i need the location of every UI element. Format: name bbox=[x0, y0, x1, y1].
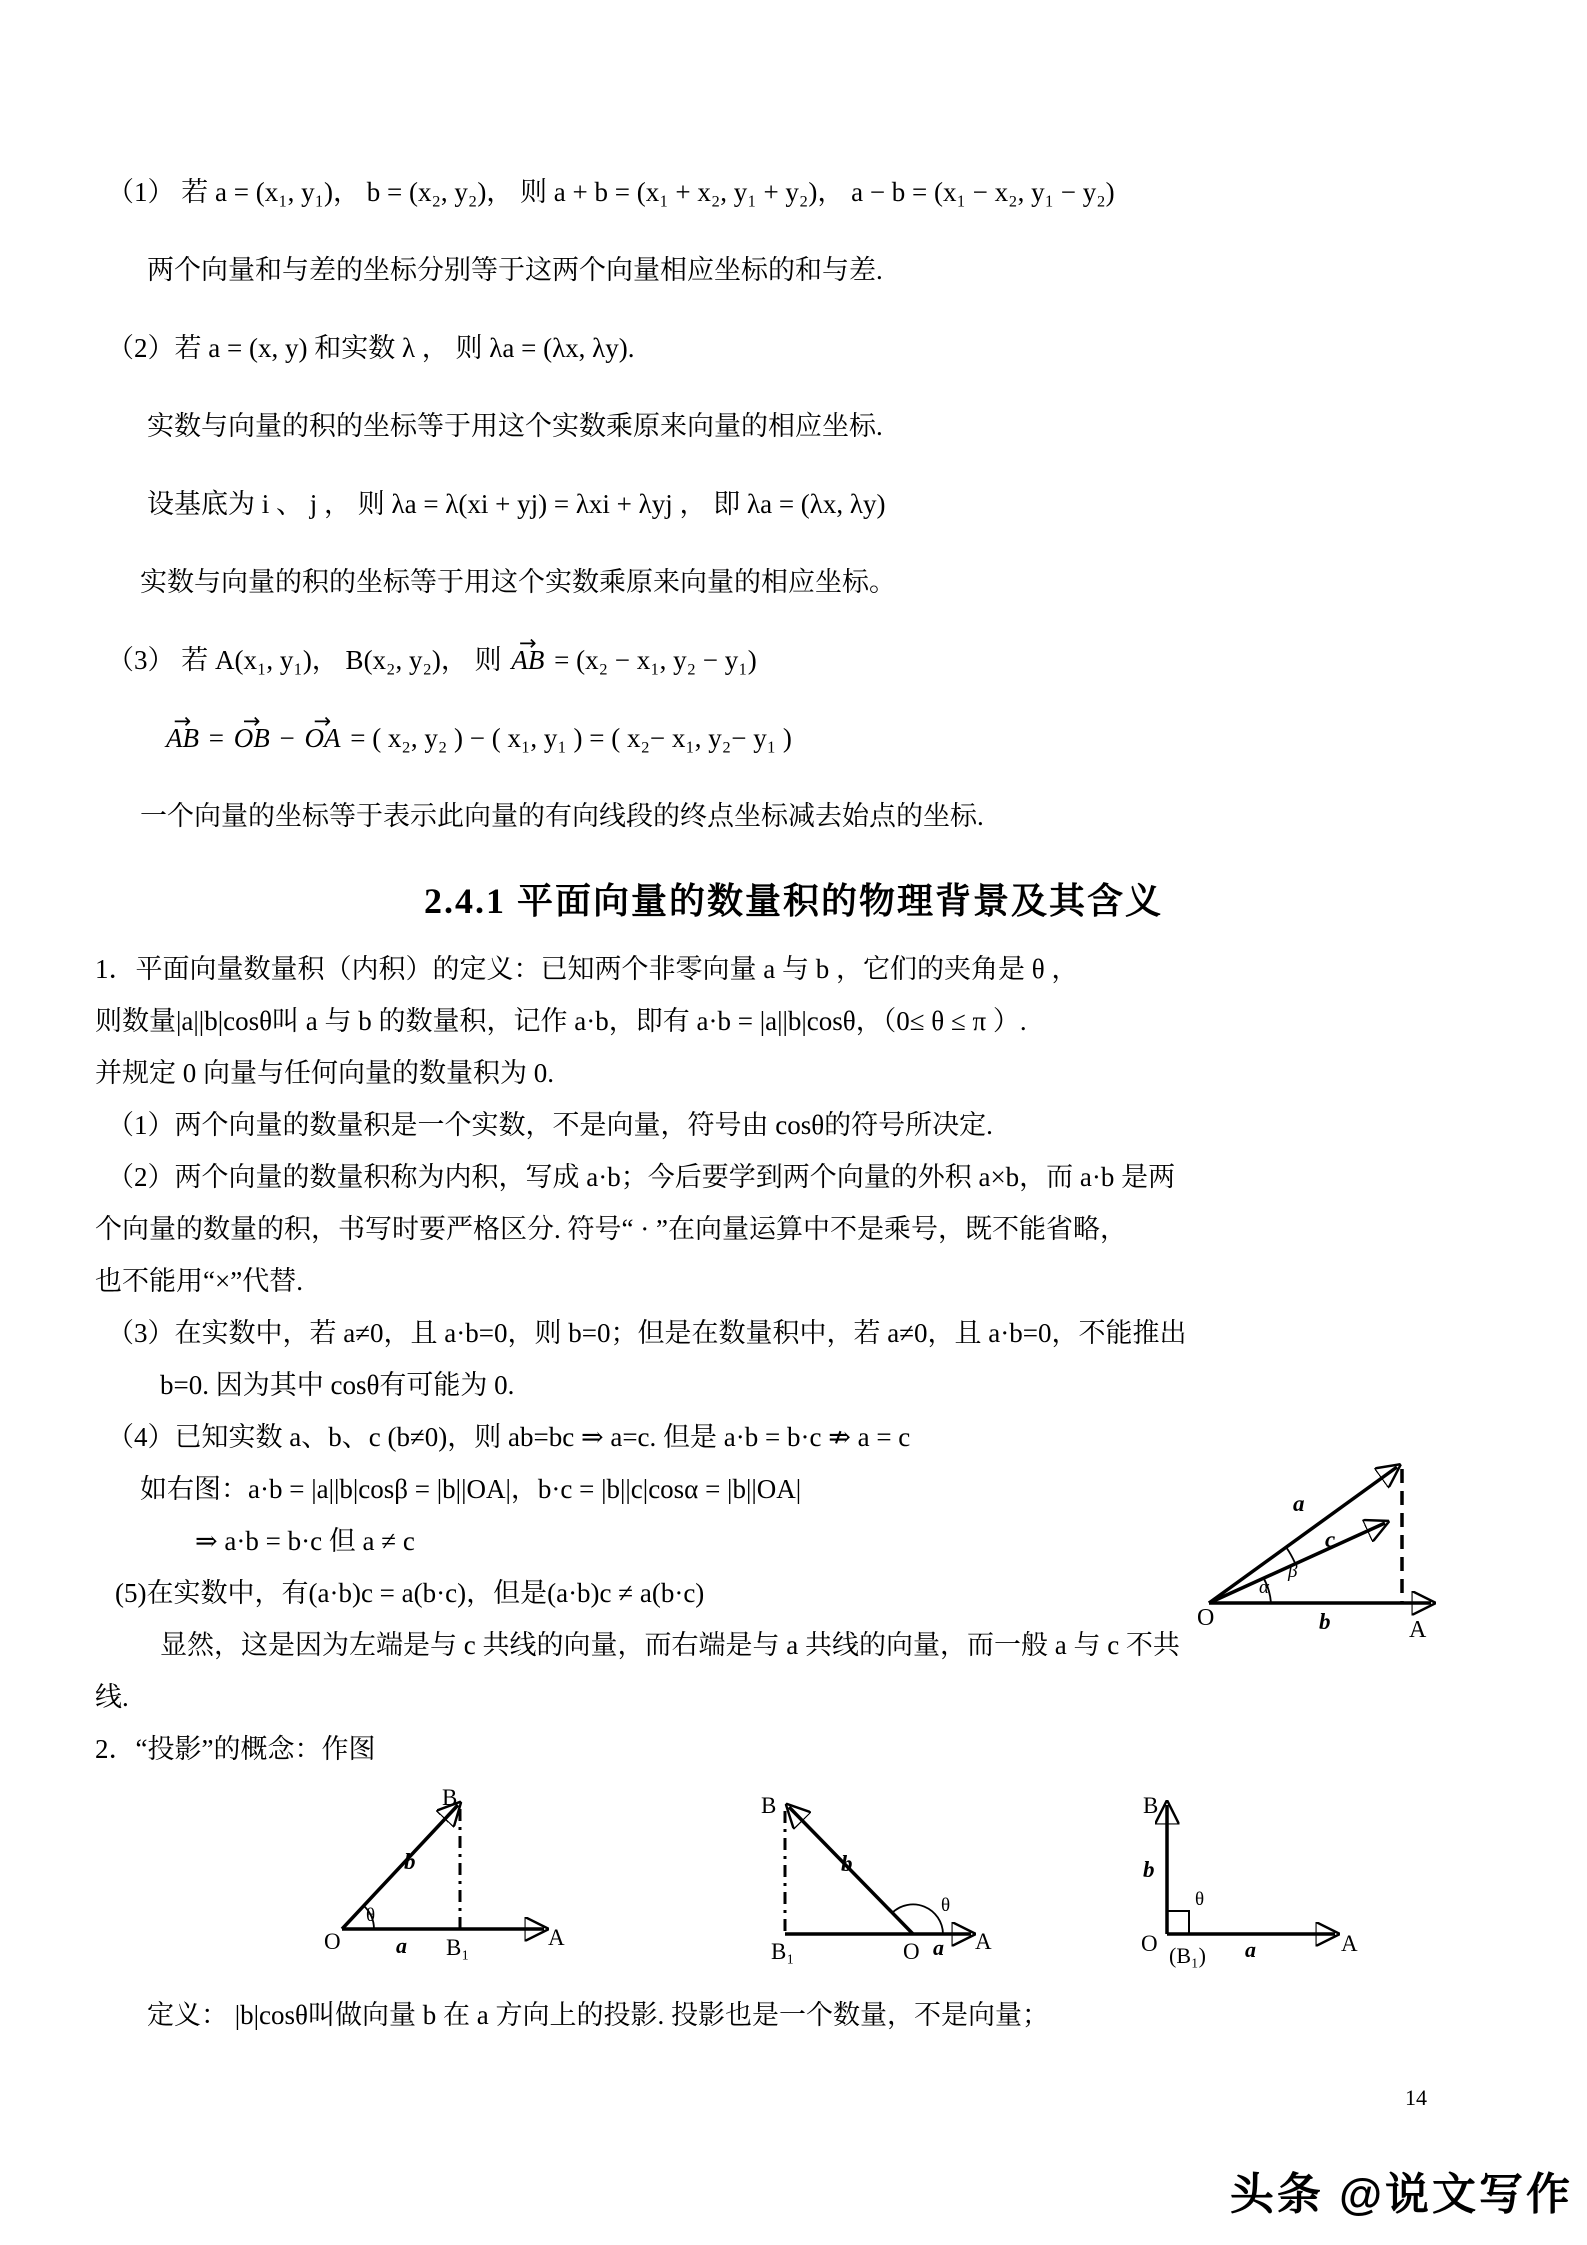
s1-line-2: 两个向量和与差的坐标分别等于这两个向量相应坐标的和与差. bbox=[147, 255, 883, 285]
label-O: O bbox=[324, 1929, 341, 1954]
s2-line-9: b=0. 因为其中 cosθ有可能为 0. bbox=[160, 1370, 515, 1400]
label-theta: θ bbox=[941, 1895, 951, 1916]
s2-line-16: 2．“投影”的概念：作图 bbox=[95, 1734, 376, 1764]
label-theta: θ bbox=[366, 1905, 376, 1926]
s2-line-14: 显然，这是因为左端是与 c 共线的向量，而右端是与 a 共线的向量，而一般 a 与 c 不共 bbox=[160, 1630, 1180, 1660]
s1-line-8-minus: − bbox=[272, 723, 302, 753]
label-b: b bbox=[841, 1851, 853, 1876]
s2-line-7: 也不能用“×”代替. bbox=[95, 1266, 303, 1296]
s2-line-1: 1．平面向量数量积（内积）的定义：已知两个非零向量 a 与 b ，它们的夹角是 θ ， bbox=[95, 954, 1079, 984]
s2-line-10: （4）已知实数 a、b、c (b≠0)，则 ab=bc ⇒ a=c. 但是 a·b = b·c ⇏ a = c bbox=[107, 1422, 911, 1452]
label-O: O bbox=[1197, 1605, 1215, 1631]
s2-line-6: 个向量的数量的积，书写时要严格区分. 符号“ · ”在向量运算中不是乘号，既不能省略， bbox=[95, 1214, 1127, 1244]
label-B1: B₁ bbox=[446, 1935, 470, 1960]
label-beta: β bbox=[1288, 1561, 1298, 1582]
s2-line-8: （3）在实数中，若 a≠0，且 a·b=0，则 b=0；但是在数量积中，若 a≠0，且 a·b=0，不能推出 bbox=[107, 1318, 1187, 1348]
s1-line-3: （2）若 a = (x, y) 和实数 λ ， 则 λa = (λx, λy). bbox=[107, 333, 635, 363]
label-theta: θ bbox=[1195, 1889, 1205, 1910]
s1-line-4: 实数与向量的积的坐标等于用这个实数乘原来向量的相应坐标. bbox=[147, 411, 883, 441]
watermark: 头条 @说文写作 bbox=[1229, 2170, 1573, 2219]
s2-line-2: 则数量|a||b|cosθ叫 a 与 b 的数量积，记作 a·b，即有 a·b = |a||b|cosθ，（0≤ θ ≤ π ）. bbox=[95, 1006, 1027, 1036]
projection-figure-1 bbox=[320, 1789, 570, 1969]
label-a: a bbox=[396, 1933, 407, 1958]
label-O: O bbox=[903, 1939, 920, 1964]
section-heading: 2.4.1 平面向量的数量积的物理背景及其含义 bbox=[423, 881, 1163, 921]
vector-a-line bbox=[1209, 1467, 1397, 1603]
label-B: B bbox=[442, 1789, 458, 1810]
s1-line-9: 一个向量的坐标等于表示此向量的有向线段的终点坐标减去始点的坐标. bbox=[140, 801, 984, 831]
label-A: A bbox=[975, 1929, 992, 1954]
label-a: a bbox=[1293, 1491, 1305, 1516]
label-A: A bbox=[548, 1925, 565, 1950]
label-A: A bbox=[1341, 1931, 1358, 1956]
s1-line-7-pre: （3） 若 A(x₁, y₁)， B(x₂, y₂)， 则 bbox=[107, 645, 509, 675]
vector-AB: → AB bbox=[163, 721, 202, 755]
page-number: 14 bbox=[1405, 2085, 1427, 2110]
label-O: O bbox=[1141, 1931, 1158, 1956]
s1-line-5: 设基底为 i 、 j ， 则 λa = λ(xi + yj) = λxi + λyj ， 即 λa = (λx, λy) bbox=[147, 489, 886, 519]
s1-line-8 bbox=[163, 721, 1492, 755]
label-b: b bbox=[1319, 1609, 1331, 1634]
label-B1: B₁ bbox=[771, 1939, 795, 1964]
s1-line-8-eq1: = bbox=[202, 723, 231, 753]
projection-figure-3 bbox=[1135, 1789, 1365, 1969]
vector-OA: → OA bbox=[301, 721, 343, 755]
s2-line-15: 线. bbox=[95, 1682, 129, 1712]
s2-line-5: （2）两个向量的数量积称为内积，写成 a·b；今后要学到两个向量的外积 a×b，而 a·b 是两 bbox=[107, 1162, 1176, 1192]
vector-AB: → AB bbox=[508, 643, 547, 677]
s1-line-7-post: = (x₂ − x₁, y₂ − y₁) bbox=[547, 645, 757, 675]
vector-OB: → OB bbox=[231, 721, 273, 755]
s2-line-3: 并规定 0 向量与任何向量的数量积为 0. bbox=[95, 1058, 554, 1088]
projection-definition: 定义： |b|cosθ叫做向量 b 在 a 方向上的投影. 投影也是一个数量，不是向量； bbox=[147, 2000, 1049, 2030]
label-B1: (B₁) bbox=[1169, 1943, 1206, 1968]
s2-line-4: （1）两个向量的数量积是一个实数，不是向量，符号由 cosθ的符号所决定. bbox=[107, 1110, 993, 1140]
s2-line-13: (5)在实数中，有(a·b)c = a(b·c)，但是(a·b)c ≠ a(b·c) bbox=[115, 1578, 705, 1608]
s2-line-11: 如右图：a·b = |a||b|cosβ = |b||OA|，b·c = |b||c|cosα = |b||OA| bbox=[140, 1474, 802, 1504]
label-a: a bbox=[1245, 1937, 1256, 1962]
s2-line-12: ⇒ a·b = b·c 但 a ≠ c bbox=[195, 1526, 415, 1556]
s1-line-7 bbox=[107, 643, 1492, 677]
label-c: c bbox=[1325, 1527, 1336, 1552]
projection-figures-row bbox=[95, 1789, 1492, 1981]
projection-figure-2 bbox=[735, 1789, 995, 1969]
label-b: b bbox=[404, 1849, 416, 1874]
right-angle-mark bbox=[1167, 1911, 1189, 1934]
vector-compare-figure bbox=[1195, 1445, 1465, 1645]
s1-line-8-rest: = ( x₂, y₂ ) − ( x₁, y₁ ) = ( x₂− x₁, y₂− y₁ ) bbox=[343, 723, 792, 753]
label-a: a bbox=[933, 1935, 944, 1960]
label-b: b bbox=[1143, 1857, 1155, 1882]
label-B: B bbox=[761, 1793, 777, 1818]
vector-b-line bbox=[342, 1805, 458, 1929]
s1-line-1: （1） 若 a = (x₁, y₁)， b = (x₂, y₂)， 则 a + b = (x₁ + x₂, y₁ + y₂)， a − b = (x₁ − x₂, y₁ − y₂) bbox=[107, 177, 1115, 207]
label-B: B bbox=[1143, 1793, 1159, 1818]
label-alpha: α bbox=[1259, 1577, 1269, 1598]
label-A: A bbox=[1409, 1617, 1427, 1643]
s1-line-6: 实数与向量的积的坐标等于用这个实数乘原来向量的相应坐标。 bbox=[140, 567, 896, 597]
